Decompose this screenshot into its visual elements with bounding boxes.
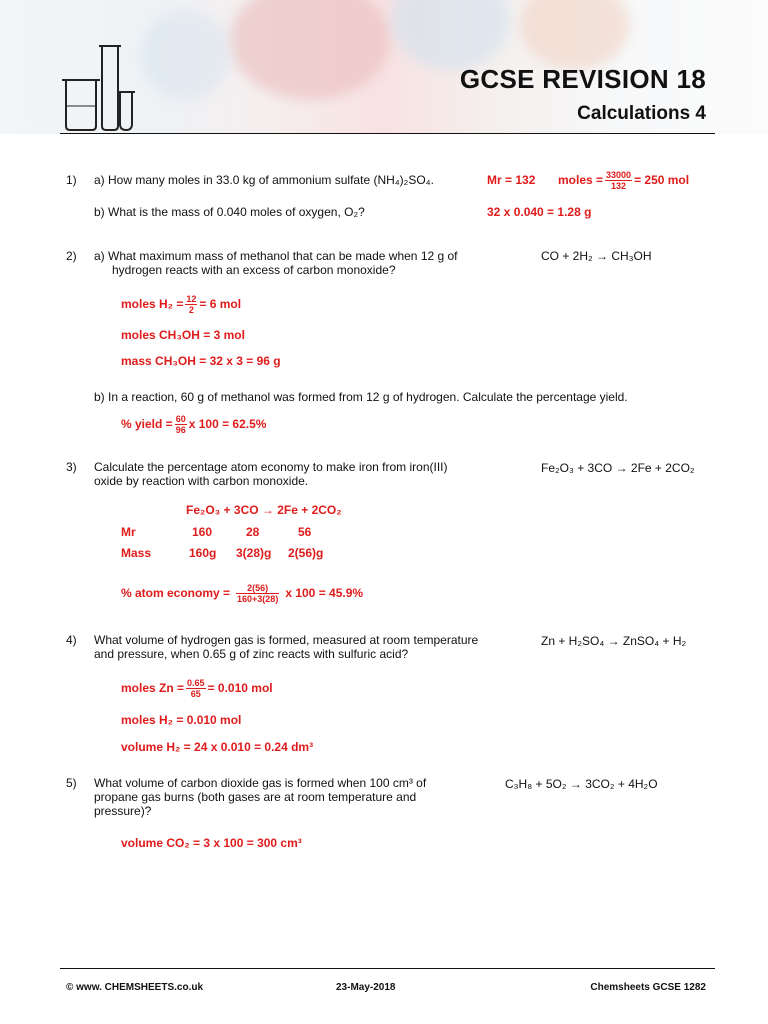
- answer-moles-label: moles =: [558, 173, 604, 187]
- answer-moles: [558, 166, 689, 194]
- fraction-denominator: 2: [188, 304, 194, 315]
- answer-label: % atom economy =: [121, 586, 231, 600]
- fraction-denominator: 96: [175, 424, 186, 435]
- answer-4-moles-h2: moles H₂ = 0.010 mol: [121, 713, 242, 727]
- question-number: 4): [66, 633, 77, 647]
- answer-2a-moles-ch3oh: moles CH₃OH = 3 mol: [121, 328, 245, 342]
- footer-date: 23-May-2018: [336, 982, 396, 993]
- equation: CO + 2H₂ → CH₃OH: [541, 249, 652, 263]
- question-5-line1: What volume of carbon dioxide gas is formed when 100 cm³ of: [94, 776, 427, 790]
- page-title: GCSE REVISION 18: [459, 64, 706, 94]
- mr-value: 56: [298, 525, 312, 539]
- question-5-line2: propane gas burns (both gases are at room temperature and: [94, 790, 417, 804]
- answer-result: x 100 = 45.9%: [285, 586, 364, 600]
- question-3-line2: oxide by reaction with carbon monoxide.: [94, 474, 309, 488]
- equation-red: Fe₂O₃ + 3CO → 2Fe + 2CO₂: [186, 503, 342, 517]
- question-5-line3: pressure)?: [94, 804, 152, 818]
- mass-value: 160g: [189, 546, 217, 560]
- fraction-denominator: 160+3(28): [237, 593, 279, 604]
- mass-value: 2(56)g: [288, 546, 324, 560]
- answer-5-volume: volume CO₂ = 3 x 100 = 300 cm³: [121, 836, 302, 850]
- answer-result: x 100 = 62.5%: [188, 417, 267, 431]
- mr-value: 160: [192, 525, 213, 539]
- question-2a-line2: hydrogen reacts with an excess of carbon monoxide?: [112, 263, 396, 277]
- question-1a: a) How many moles in 33.0 kg of ammonium sulfate (NH₄)₂SO₄.: [94, 173, 434, 187]
- answer-result: = 6 mol: [199, 297, 242, 311]
- fraction-denominator: 65: [190, 688, 201, 699]
- answer-label: % yield =: [121, 417, 173, 431]
- equation: Zn + H₂SO₄ → ZnSO₄ + H₂: [541, 634, 687, 648]
- fraction: [186, 678, 206, 699]
- equation: Fe₂O₃ + 3CO → 2Fe + 2CO₂: [541, 461, 695, 475]
- question-1b: b) What is the mass of 0.040 moles of oxygen, O₂?: [94, 205, 365, 219]
- question-2b: b) In a reaction, 60 g of methanol was formed from 12 g of hydrogen. Calculate the percentage yield.: [94, 390, 628, 404]
- answer-label: moles H₂ =: [121, 297, 184, 311]
- answer-1b: 32 x 0.040 = 1.28 g: [487, 205, 592, 219]
- equation: C₃H₈ + 5O₂ → 3CO₂ + 4H₂O: [505, 777, 658, 791]
- footer-code: Chemsheets GCSE 1282: [590, 982, 706, 993]
- question-number: 3): [66, 460, 77, 474]
- header-divider: [60, 133, 715, 134]
- question-number: 1): [66, 173, 77, 187]
- answer-result: = 0.010 mol: [207, 681, 273, 695]
- fraction-numerator: 2(56): [236, 583, 279, 594]
- fraction-numerator: 33000: [606, 169, 632, 180]
- header-banner: [0, 0, 768, 134]
- lab-glassware-icon: [58, 40, 138, 132]
- answer-2a-moles: [121, 290, 241, 318]
- page-subtitle: Calculations 4: [577, 103, 706, 124]
- answer-4-moles: [121, 674, 273, 702]
- question-2a-line1: a) What maximum mass of methanol that can be made when 12 g of: [94, 249, 458, 263]
- answer-mr: Mr = 132: [487, 173, 536, 187]
- fraction: [605, 170, 632, 191]
- mass-label: Mass: [121, 546, 152, 560]
- fraction-numerator: 12: [186, 293, 197, 304]
- answer-2a-mass: mass CH₃OH = 32 x 3 = 96 g: [121, 354, 281, 368]
- question-number: 2): [66, 249, 77, 263]
- mass-value: 3(28)g: [236, 546, 272, 560]
- question-3-line1: Calculate the percentage atom economy to make iron from iron(III): [94, 460, 448, 474]
- footer-website: © www. CHEMSHEETS.co.uk: [66, 982, 204, 993]
- fraction: [175, 414, 187, 435]
- mr-label: Mr: [121, 525, 136, 539]
- fraction-numerator: 60: [175, 413, 186, 424]
- question-4-line2: and pressure, when 0.65 g of zinc reacts with sulfuric acid?: [94, 647, 409, 661]
- fraction: [185, 294, 197, 315]
- fraction-denominator: 132: [611, 180, 627, 191]
- answer-atom-economy: [121, 578, 363, 608]
- answer-2b: [121, 410, 266, 438]
- answer-label: moles Zn =: [121, 681, 185, 695]
- answer-moles-result: = 250 mol: [634, 173, 690, 187]
- fraction-numerator: 0.65: [187, 677, 205, 688]
- fraction: [236, 583, 279, 604]
- footer-divider: [60, 968, 715, 969]
- mr-value: 28: [246, 525, 260, 539]
- question-number: 5): [66, 776, 77, 790]
- answer-4-volume: volume H₂ = 24 x 0.010 = 0.24 dm³: [121, 740, 314, 754]
- question-4-line1: What volume of hydrogen gas is formed, measured at room temperature: [94, 633, 479, 647]
